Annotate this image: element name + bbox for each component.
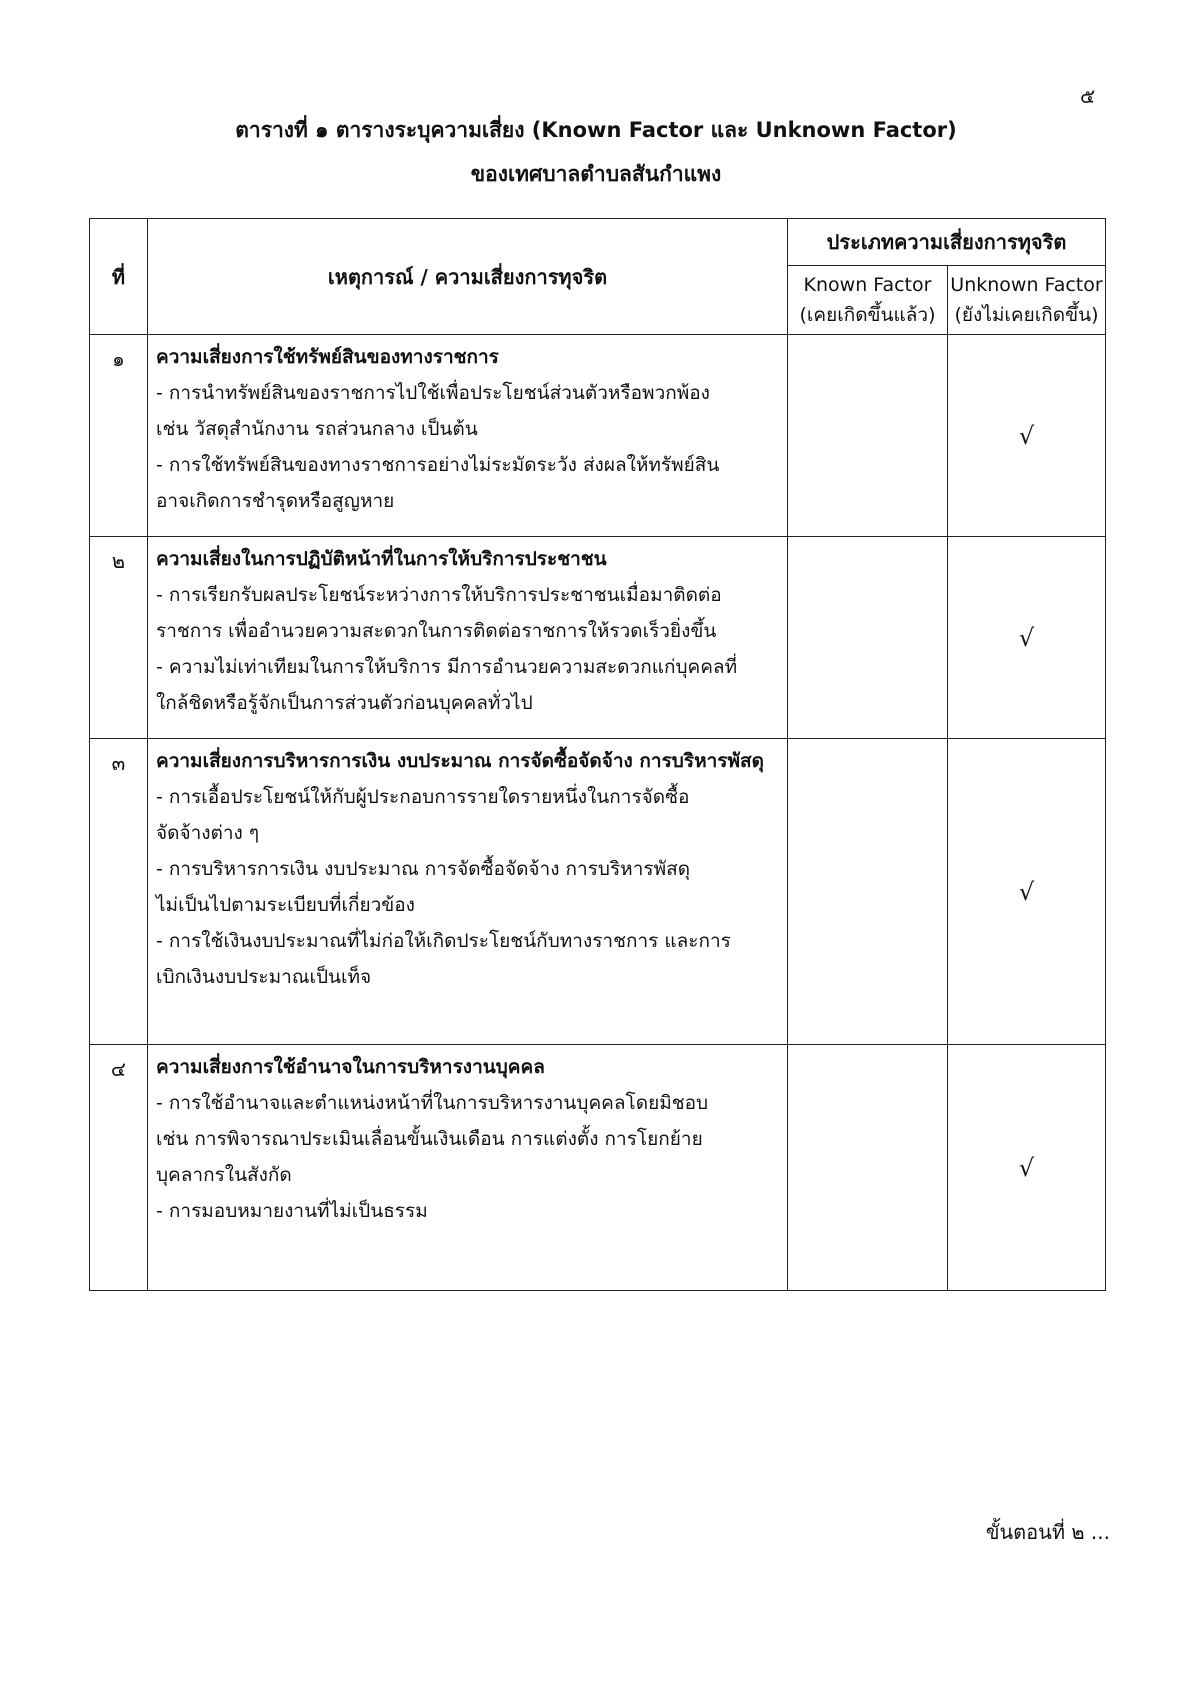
risk-detail: เบิกเงินงบประมาณเป็นเท็จ bbox=[156, 966, 372, 988]
risk-detail: อาจเกิดการชำรุดหรือสูญหาย bbox=[156, 490, 395, 512]
header-known-label: Known Factor bbox=[803, 274, 932, 296]
header-unknown-factor bbox=[948, 266, 1106, 335]
risk-table bbox=[89, 218, 1106, 1291]
risk-detail: - การใช้ทรัพย์สินของทางราชการอย่างไม่ระมัดระวัง ส่งผลให้ทรัพย์สิน bbox=[156, 454, 720, 476]
risk-detail: บุคลากรในสังกัด bbox=[156, 1164, 292, 1186]
known-factor-cell bbox=[788, 335, 948, 537]
risk-event bbox=[148, 739, 788, 1045]
header-unknown-label: Unknown Factor bbox=[950, 274, 1103, 296]
known-factor-cell bbox=[788, 739, 948, 1045]
header-known-factor bbox=[788, 266, 948, 335]
table-subtitle: ของเทศบาลตำบลสันกำแพง bbox=[470, 162, 722, 186]
known-factor-cell bbox=[788, 537, 948, 739]
header-event: เหตุการณ์ / ความเสี่ยงการทุจริต bbox=[148, 219, 788, 335]
header-no: ที่ bbox=[90, 219, 148, 335]
risk-title: ความเสี่ยงการใช้ทรัพย์สินของทางราชการ bbox=[156, 346, 499, 368]
risk-detail: - ความไม่เท่าเทียมในการให้บริการ มีการอำนวยความสะดวกแก่บุคคลที่ bbox=[156, 656, 738, 678]
risk-title: ความเสี่ยงการใช้อำนาจในการบริหารงานบุคคล bbox=[156, 1056, 545, 1078]
risk-detail: - การบริหารการเงิน งบประมาณ การจัดซื้อจัดจ้าง การบริหารพัสดุ bbox=[156, 858, 691, 880]
risk-detail: ราชการ เพื่ออำนวยความสะดวกในการติดต่อราชการให้รวดเร็วยิ่งขึ้น bbox=[156, 620, 717, 642]
risk-title: ความเสี่ยงการบริหารการเงิน งบประมาณ การจัดซื้อจัดจ้าง การบริหารพัสดุ bbox=[156, 750, 764, 772]
table-row bbox=[90, 335, 1106, 537]
risk-detail: - การเอื้อประโยชน์ให้กับผู้ประกอบการรายใดรายหนึ่งในการจัดซื้อ bbox=[156, 786, 690, 808]
risk-detail: - การเรียกรับผลประโยชน์ระหว่างการให้บริการประชาชนเมื่อมาติดต่อ bbox=[156, 584, 722, 606]
row-number: ๓ bbox=[90, 739, 148, 1045]
risk-detail: - การนำทรัพย์สินของราชการไปใช้เพื่อประโยชน์ส่วนตัวหรือพวกพ้อง bbox=[156, 382, 710, 404]
row-number: ๑ bbox=[90, 335, 148, 537]
header-unknown-sub: (ยังไม่เคยเกิดขึ้น) bbox=[954, 304, 1099, 326]
unknown-factor-check: √ bbox=[948, 1045, 1106, 1291]
risk-title: ความเสี่ยงในการปฏิบัติหน้าที่ในการให้บริการประชาชน bbox=[156, 548, 607, 570]
risk-detail: - การมอบหมายงานที่ไม่เป็นธรรม bbox=[156, 1200, 428, 1222]
table-title: ตารางที่ ๑ ตารางระบุความเสี่ยง (Known Factor และ Unknown Factor) bbox=[235, 118, 957, 142]
page-number: ๕ bbox=[1080, 84, 1096, 108]
table-row bbox=[90, 1045, 1106, 1291]
risk-detail: - การใช้อำนาจและตำแหน่งหน้าที่ในการบริหารงานบุคคลโดยมิชอบ bbox=[156, 1092, 709, 1114]
next-step-note: ขั้นตอนที่ ๒ ... bbox=[985, 1520, 1110, 1544]
unknown-factor-check: √ bbox=[948, 335, 1106, 537]
unknown-factor-check: √ bbox=[948, 739, 1106, 1045]
risk-detail: จัดจ้างต่าง ๆ bbox=[156, 822, 260, 844]
risk-detail: เช่น วัสดุสำนักงาน รถส่วนกลาง เป็นต้น bbox=[156, 418, 478, 440]
risk-detail: - การใช้เงินงบประมาณที่ไม่ก่อให้เกิดประโยชน์กับทางราชการ และการ bbox=[156, 930, 731, 952]
table-row bbox=[90, 739, 1106, 1045]
risk-event bbox=[148, 537, 788, 739]
header-known-sub: (เคยเกิดขึ้นแล้ว) bbox=[799, 304, 936, 326]
header-risk-type: ประเภทความเสี่ยงการทุจริต bbox=[788, 219, 1106, 266]
risk-detail: ใกล้ชิดหรือรู้จักเป็นการส่วนตัวก่อนบุคคลทั่วไป bbox=[156, 692, 533, 714]
risk-detail: ไม่เป็นไปตามระเบียบที่เกี่ยวข้อง bbox=[156, 894, 415, 916]
table-row bbox=[90, 537, 1106, 739]
row-number: ๔ bbox=[90, 1045, 148, 1291]
risk-detail: เช่น การพิจารณาประเมินเลื่อนขั้นเงินเดือน การแต่งตั้ง การโยกย้าย bbox=[156, 1128, 703, 1150]
known-factor-cell bbox=[788, 1045, 948, 1291]
risk-event bbox=[148, 335, 788, 537]
unknown-factor-check: √ bbox=[948, 537, 1106, 739]
row-number: ๒ bbox=[90, 537, 148, 739]
risk-event bbox=[148, 1045, 788, 1291]
